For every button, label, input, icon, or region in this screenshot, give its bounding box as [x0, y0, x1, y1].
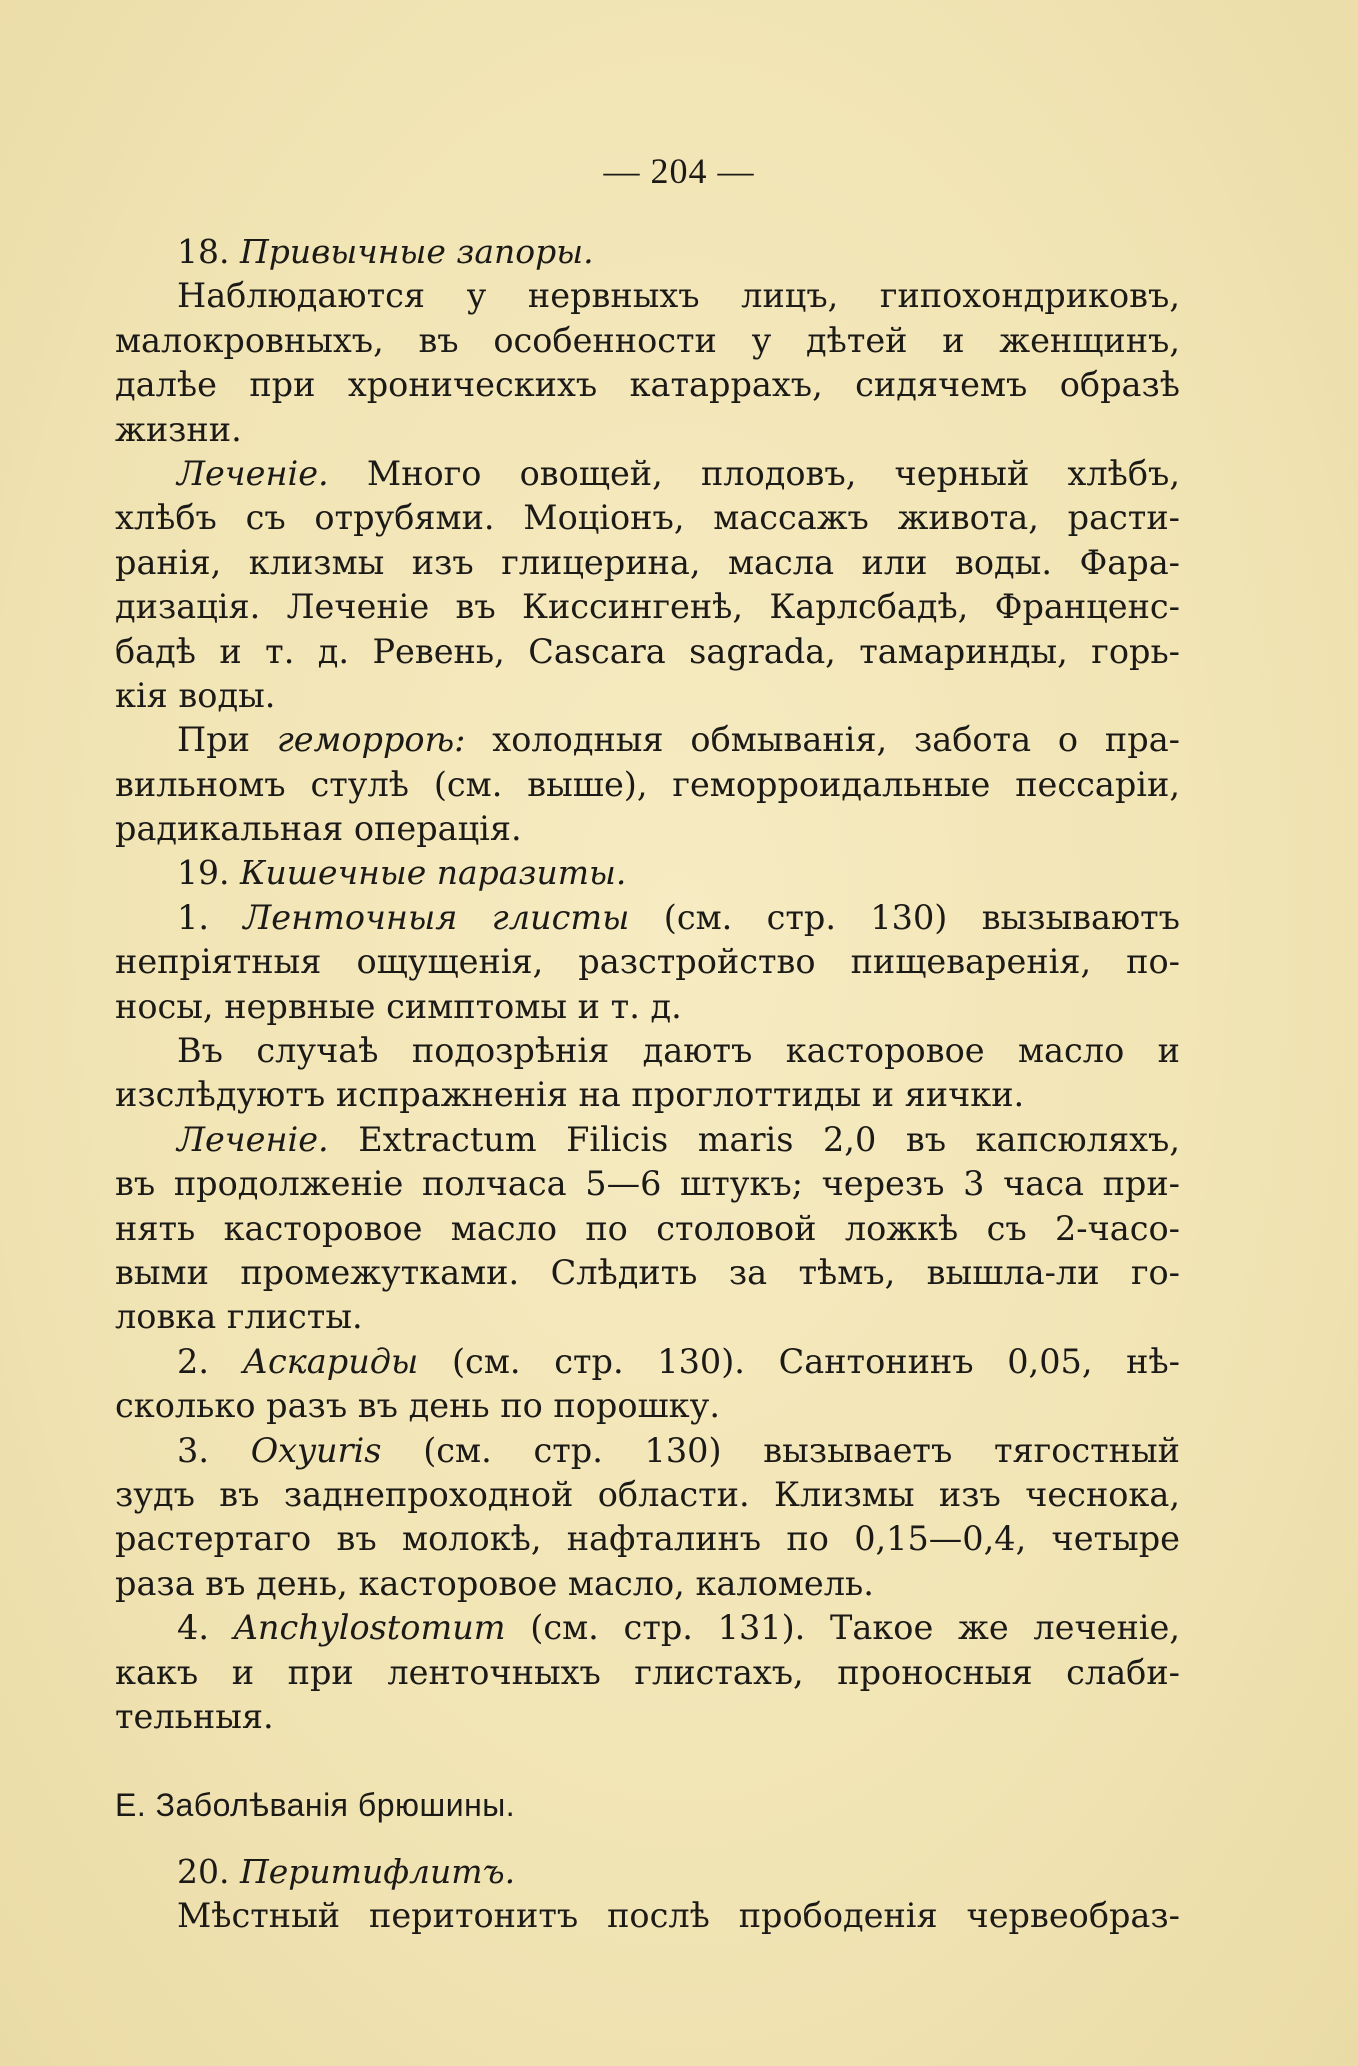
text-line: При геморроѣ: холодныя обмыванія, забота о пра- [177, 720, 1180, 760]
text-line: 4. Anchylostomum (см. стр. 131). Такое же леченіе, [177, 1608, 1180, 1648]
chapter-heading: E. Заболѣванія брюшины. [115, 1787, 516, 1824]
text-line: растертаго въ молокѣ, нафталинъ по 0,15—0,4, четыре [115, 1519, 1180, 1559]
spacer [115, 1739, 1180, 1783]
text-line: ловка глисты. [115, 1297, 363, 1337]
text-line: дизація. Леченіе въ Киссингенѣ, Карлсбадѣ, Франценс- [115, 587, 1180, 627]
spacer [115, 1828, 1180, 1850]
text-line: въ продолженіе полчаса 5—6 штукъ; черезъ 3 часа при- [115, 1164, 1180, 1204]
text-line: носы, нервные симптомы и т. д. [115, 986, 682, 1026]
text-line: раза въ день, касторовое масло, каломель. [115, 1563, 874, 1603]
text-line: Леченіе. Extractum Filicis maris 2,0 въ капсюляхъ, [177, 1119, 1180, 1159]
text-line: кія воды. [115, 675, 276, 715]
text-line: малокровныхъ, въ особенности у дѣтей и женщинъ, [115, 320, 1180, 360]
text-line: 3. Oxyuris (см. стр. 130) вызываетъ тягостный [177, 1430, 1180, 1470]
text-line: Наблюдаются у нервныхъ лицъ, гипохондриковъ, [177, 276, 1180, 316]
text-line: непріятныя ощущенія, разстройство пищеваренія, по- [115, 942, 1180, 982]
text-line: 2. Аскариды (см. стр. 130). Сантонинъ 0,05, нѣ- [177, 1341, 1180, 1381]
text-line: бадѣ и т. д. Ревень, Cascara sagrada, тамаринды, горь- [115, 631, 1180, 671]
text-line: Леченіе. Много овощей, плодовъ, черный хлѣбъ, [177, 453, 1180, 493]
text-line: радикальная операція. [115, 809, 522, 849]
text-line: далѣе при хроническихъ катаррахъ, сидячемъ образѣ [115, 365, 1180, 405]
text-line: хлѣбъ съ отрубями. Моціонъ, массажъ живота, расти- [115, 498, 1180, 538]
text-line: вильномъ стулѣ (см. выше), геморроидальные пессаріи, [115, 764, 1180, 804]
text-line: какъ и при ленточныхъ глистахъ, проносныя слаби- [115, 1652, 1180, 1692]
text-line: 1. Ленточныя глисты (см. стр. 130) вызываютъ [177, 897, 1180, 937]
text-line: выми промежутками. Слѣдить за тѣмъ, вышла-ли го- [115, 1252, 1180, 1292]
text-line: Мѣстный перитонитъ послѣ прободенія червеобраз- [177, 1896, 1180, 1936]
text-line: изслѣдуютъ испражненія на проглоттиды и яички. [115, 1075, 1025, 1115]
text-line: нять касторовое масло по столовой ложкѣ съ 2-часо- [115, 1208, 1180, 1248]
text-line: зудъ въ заднепроходной области. Клизмы изъ чеснока, [115, 1474, 1180, 1514]
text-line: жизни. [115, 409, 242, 449]
text-line: тельныя. [115, 1696, 274, 1736]
section-heading-18: 18. Привычные запоры. [177, 232, 594, 271]
section-heading-19: 19. Кишечные паразиты. [177, 853, 627, 893]
page-number: — 204 — [603, 151, 755, 191]
text-line: ранія, клизмы изъ глицерина, масла или воды. Фара- [115, 542, 1180, 582]
page-body [115, 230, 1180, 1938]
text-line: сколько разъ въ день по порошку. [115, 1386, 720, 1426]
section-heading-20: 20. Перитифлитъ. [177, 1851, 516, 1891]
text-line: Въ случаѣ подозрѣнія даютъ касторовое масло и [177, 1031, 1180, 1071]
